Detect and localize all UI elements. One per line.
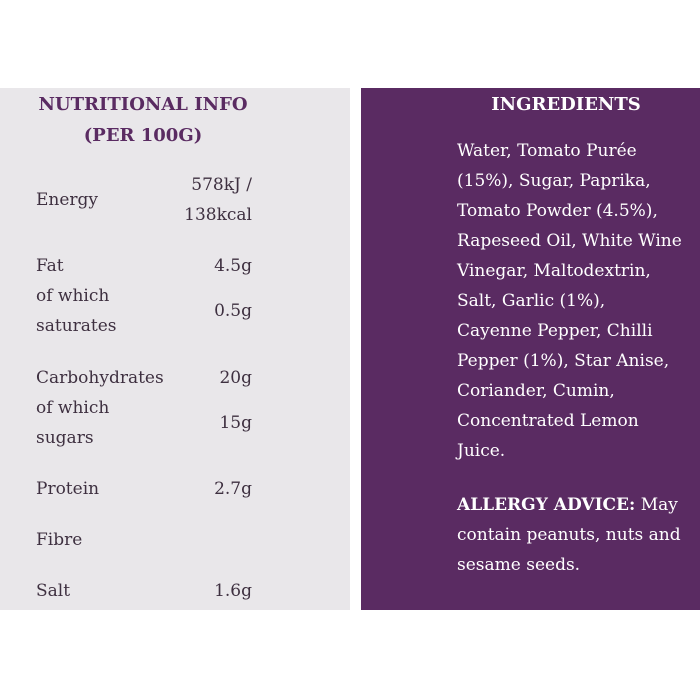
- fat-label: Fat: [36, 256, 64, 276]
- sugars-value: 15g: [219, 413, 252, 433]
- ingredients-text: Water, Tomato Purée (15%), Sugar, Paprika, Tomato Powder (4.5%), Rapeseed Oil, White Wine Vinegar, Maltodextrin, Salt, Garlic (1%), Cayenne Pepper, Chilli Pepper (1%), Star Anise, Coriander, Cumin, Concentrated Lemon Juice.: [457, 141, 682, 461]
- protein-label: Protein: [36, 479, 100, 499]
- nutrition-panel: [0, 88, 350, 610]
- allergy-advice: [457, 490, 685, 580]
- salt-value: 1.6g: [214, 581, 252, 601]
- nutrition-subtitle: (PER 100G): [83, 125, 203, 146]
- saturates-label-line2: saturates: [36, 316, 117, 336]
- sugars-label-line1: of which: [36, 398, 110, 418]
- carbohydrates-value: 20g: [219, 368, 252, 388]
- carbohydrates-label: Carbohydrates: [36, 368, 164, 388]
- protein-value: 2.7g: [214, 479, 252, 499]
- energy-kj-value: 578kJ /: [191, 175, 252, 195]
- saturates-label-line1: of which: [36, 286, 110, 306]
- energy-label: Energy: [36, 190, 99, 210]
- fibre-label: Fibre: [36, 530, 83, 550]
- nutrition-title: NUTRITIONAL INFO: [38, 94, 248, 115]
- ingredients-panel: [361, 88, 700, 610]
- ingredients-title: INGREDIENTS: [491, 94, 641, 115]
- allergy-label: ALLERGY ADVICE:: [457, 495, 636, 515]
- energy-kcal-value: 138kcal: [184, 205, 252, 225]
- fat-value: 4.5g: [214, 256, 252, 276]
- allergy-text: May contain peanuts, nuts and sesame seeds.: [457, 495, 681, 575]
- saturates-value: 0.5g: [214, 301, 252, 321]
- salt-label: Salt: [36, 581, 71, 601]
- sugars-label-line2: sugars: [36, 428, 94, 448]
